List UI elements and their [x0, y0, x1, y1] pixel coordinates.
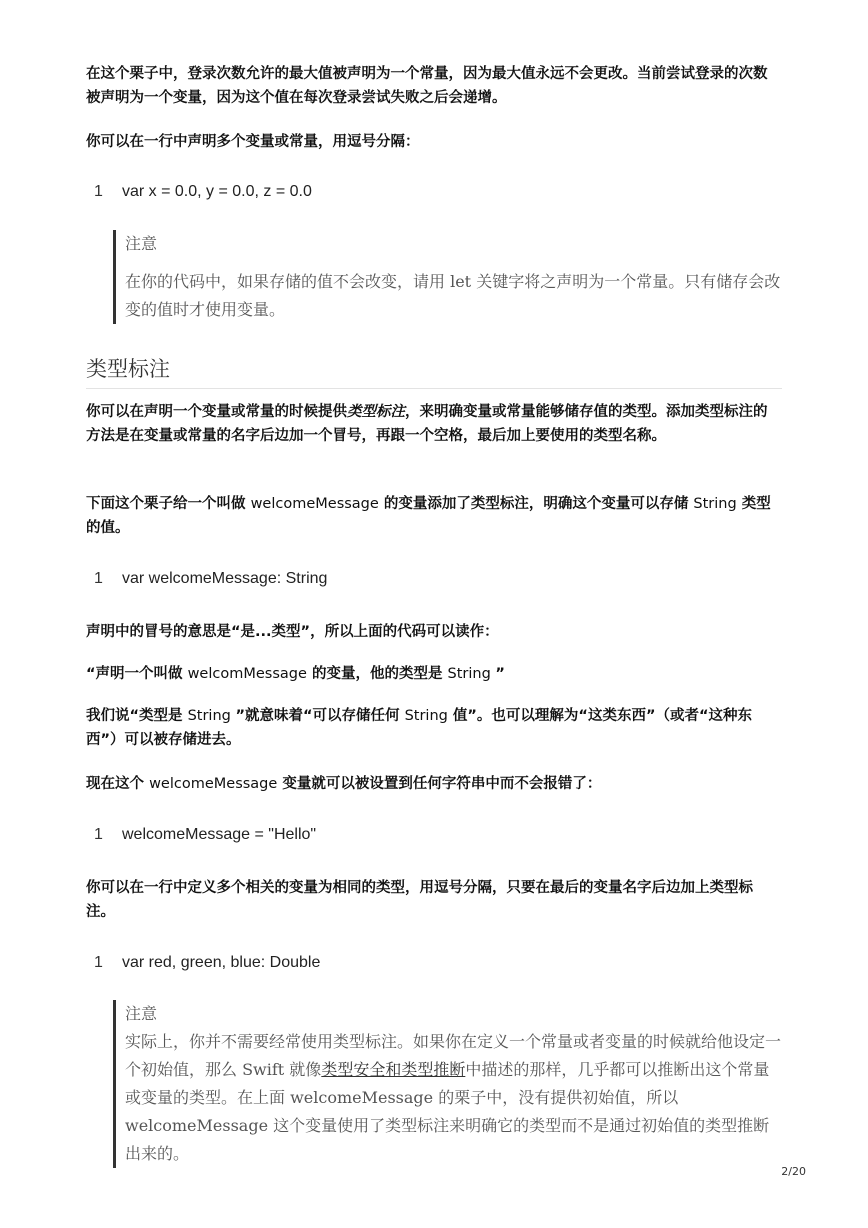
- inline-code-string: String: [404, 708, 448, 724]
- code-block-welcome-declaration: [94, 568, 774, 590]
- inline-code-welcomemessage: welcomeMessage: [250, 496, 379, 512]
- paragraph-constants-explanation: 在这个栗子中，登录次数允许的最大值被声明为一个常量，因为最大值永远不会更改。当前尝试登录的次数被声明为一个变量，因为这个值在每次登录尝试失败之后会递增。: [86, 66, 768, 106]
- code-line-text: var welcomeMessage: String: [122, 570, 328, 587]
- note-body-after: 中描述的那样，几乎都可以推断出这个常量或变量的类型。在上面 welcomeMessage 的栗子中，没有提供初始值，所以 welcomeMessage 这个变量使用了类型标注来明确它的类型而不是通过初始值的类型推断出来的。: [125, 1060, 770, 1163]
- paragraph-colon-meaning: 声明中的冒号的意思是“是...类型”，所以上面的代码可以读作：: [86, 624, 499, 640]
- inline-code-welcommessage: welcomMessage: [187, 666, 307, 682]
- note-title: 注意: [125, 1004, 158, 1023]
- paragraph-read-as: “声明一个叫做 welcomMessage 的变量，他的类型是 String ”: [86, 666, 505, 682]
- page-number: 2/20: [781, 1165, 806, 1178]
- code-block-xyz: [94, 181, 774, 203]
- code-line-number: 1: [94, 570, 103, 587]
- inline-code-string: String: [187, 708, 236, 724]
- note-block-type-inference: [113, 1000, 785, 1168]
- code-block-rgb: [94, 952, 774, 974]
- code-line-text: var red, green, blue: Double: [122, 954, 321, 971]
- inline-code-string: String: [447, 666, 496, 682]
- note-body: 在你的代码中，如果存储的值不会改变，请用 let 关键字将之声明为一个常量。只有储存会改变的值时才使用变量。: [125, 272, 781, 319]
- paragraph-welcome-example: 下面这个栗子给一个叫做 welcomeMessage 的变量添加了类型标注，明确这个变量可以存储 String 类型的值。: [86, 496, 771, 536]
- code-line-number: 1: [94, 954, 103, 971]
- paragraph-multiple-same-type: 你可以在一行中定义多个相关的变量为相同的类型，用逗号分隔，只要在最后的变量名字后边加上类型标注。: [86, 880, 753, 920]
- note-block-let: [113, 230, 785, 324]
- inline-code-welcomemessage: welcomeMessage: [149, 776, 278, 792]
- inline-code-string: String: [693, 496, 737, 512]
- paragraph-set-any-string: 现在这个 welcomeMessage 变量就可以被设置到任何字符串中而不会报错了：: [86, 776, 602, 792]
- paragraph-type-annotation-intro: 你可以在声明一个变量或常量的时候提供类型标注，来明确变量或常量能够储存值的类型。添加类型标注的方法是在变量或常量的名字后边加一个冒号，再跟一个空格，最后加上要使用的类型名称。: [86, 404, 768, 444]
- type-annotation-term: 类型标注: [347, 404, 405, 420]
- note-title: 注意: [125, 234, 158, 253]
- section-heading-type-annotation: 类型标注: [86, 354, 782, 389]
- code-line-number: 1: [94, 826, 103, 843]
- paragraph-multiple-declaration: 你可以在一行中声明多个变量或常量，用逗号分隔：: [86, 134, 420, 150]
- note-body-before: 实际上，你并不需要经常使用类型标注。如果你在定义一个常量或者变量的时候就给他设定一个初始值，那么 Swift 就像: [125, 1032, 782, 1079]
- paragraph-type-is-string: 我们说“类型是 String ”就意味着“可以存储任何 String 值”。也可以理解为“这类东西”（或者“这种东西”）可以被存储进去。: [86, 708, 753, 748]
- code-line-text: var x = 0.0, y = 0.0, z = 0.0: [122, 183, 312, 200]
- code-block-welcome-assignment: [94, 824, 774, 846]
- link-type-safety-and-inference[interactable]: 类型安全和类型推断: [321, 1060, 466, 1079]
- code-line-number: 1: [94, 183, 103, 200]
- code-line-text: welcomeMessage = "Hello": [122, 826, 317, 843]
